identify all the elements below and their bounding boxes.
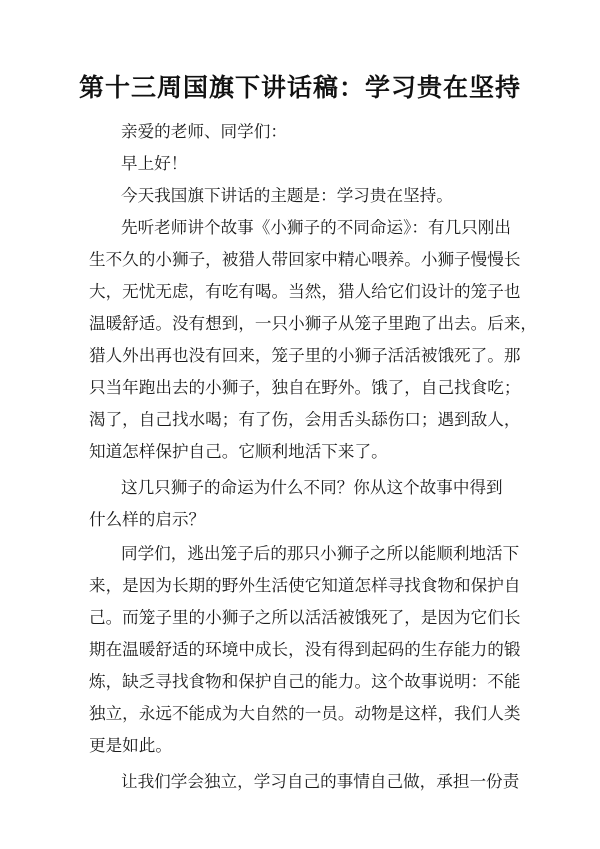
paragraph-line: 只当年跑出去的小狮子，独自在野外。饿了，自己找食吃；	[89, 378, 521, 397]
paragraph-line: 大，无忧无虑，有吃有喝。当然，猎人给它们设计的笼子也	[89, 282, 521, 301]
paragraph-line: 亲爱的老师、同学们：	[121, 122, 287, 141]
paragraph-line: 更是如此。	[89, 736, 172, 755]
paragraph-line: 己。而笼子里的小狮子之所以活活被饿死了，是因为它们长	[89, 608, 521, 627]
document-title: 第十三周国旗下讲话稿：学习贵在坚持	[78, 73, 521, 102]
paragraph-line: 独立，永远不能成为大自然的一员。动物是这样，我们人类	[89, 704, 521, 723]
paragraph-line: 先听老师讲个故事《小狮子的不同命运》：有几只刚出	[121, 218, 511, 237]
paragraph-line: 温暖舒适。没有想到，一只小狮子从笼子里跑了出去。后来，	[89, 314, 538, 333]
paragraph-line: 来，是因为长期的野外生活使它知道怎样寻找食物和保护自	[89, 576, 521, 595]
paragraph-line: 同学们，逃出笼子后的那只小狮子之所以能顺利地活下	[121, 544, 520, 563]
paragraph-line: 知道怎样保护自己。它顺利地活下来了。	[89, 442, 388, 461]
paragraph-line: 这几只狮子的命运为什么不同？你从这个故事中得到	[121, 478, 503, 497]
paragraph-line: 让我们学会独立，学习自己的事情自己做，承担一份责	[121, 772, 520, 791]
paragraph-line: 生不久的小狮子，被猎人带回家中精心喂养。小狮子慢慢长	[89, 250, 521, 269]
paragraph-line: 什么样的启示？	[89, 510, 206, 529]
paragraph-line: 期在温暖舒适的环境中成长，没有得到起码的生存能力的锻	[89, 640, 521, 659]
paragraph-line: 炼，缺乏寻找食物和保护自己的能力。这个故事说明：不能	[89, 672, 521, 691]
paragraph-line: 今天我国旗下讲话的主题是：学习贵在坚持。	[121, 186, 453, 205]
paragraph-line: 早上好！	[121, 154, 188, 173]
paragraph-line: 猎人外出再也没有回来，笼子里的小狮子活活被饿死了。那	[89, 346, 521, 365]
paragraph-line: 渴了，自己找水喝；有了伤，会用舌头舔伤口；遇到敌人，	[89, 410, 521, 429]
